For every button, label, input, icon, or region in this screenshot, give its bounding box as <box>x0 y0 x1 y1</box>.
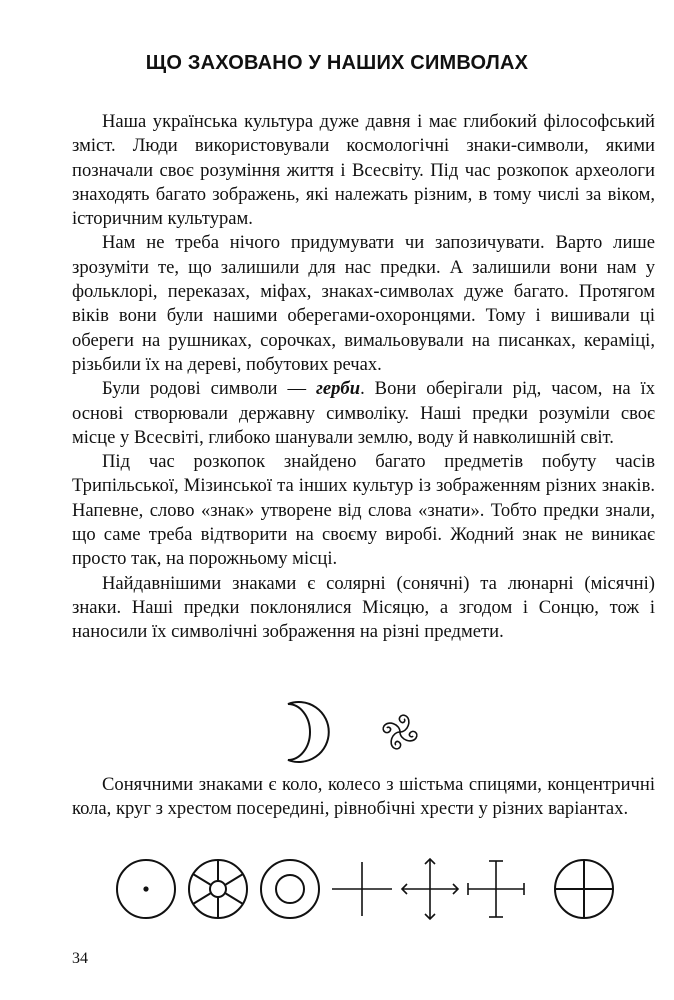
crescent-moon-icon <box>288 702 329 762</box>
paragraph-3 <box>72 377 655 450</box>
six-spoke-wheel-icon <box>189 860 247 918</box>
paragraph-1: Наша українська культура дуже давня і має глибокий філософський зміст. Люди використовували космологічні знаки-символи, якими позначали своє розуміння життя і Всесвіту. Під час розкопок археологи знаходять багато зображень, які належать різним, в тому числі за віком, історичним культурам. <box>72 111 655 230</box>
article-body <box>72 110 655 645</box>
arrow-cross-icon <box>402 859 458 919</box>
spiral-cluster-icon <box>383 715 417 749</box>
paragraph-3-start: Були родові символи — <box>102 378 317 400</box>
page-number: 34 <box>72 950 88 967</box>
solar-symbols <box>112 856 642 922</box>
lunar-solar-symbols <box>260 698 460 766</box>
paragraph-5: Найдавнішими знаками є солярні (сонячні) та люнарні (місячні) знаки. Наші предки поклонялися Місяцю, а згодом і Сонцю, тож і наносили їх символічні зображення на різні предмети. <box>72 572 655 643</box>
circle-cross-icon <box>555 860 613 918</box>
page-title: ЩО ЗАХОВАНО У НАШИХ СИМВОЛАХ <box>145 52 529 74</box>
emphasis-coats-of-arms: герби <box>316 378 361 400</box>
symbols-row-2 <box>112 856 642 922</box>
paragraph-2: Нам не треба нічого придумувати чи запозичувати. Варто лише зрозуміти те, що залишили для нас предки. А залишили вони нам у фольклорі, переказах, міфах, знаках-символах дуже багато. Протягом віків вони були нашими оберегами-охоронцями. Тому і вишивали ці обереги на рушниках, сорочках, вимальовували на писанках, кераміці, різьбили їх на дереві, побутових речах. <box>72 232 655 375</box>
symbols-row-1 <box>260 698 460 766</box>
barred-cross-icon <box>468 861 524 917</box>
paragraph-4: Під час розкопок знайдено багато предметів побуту часів Трипільської, Мізинської та інших культур із зображенням різних знаків. Напевне, слово «знак» утворене від слова «знати». Тобто предки знали, що саме треба відтворити на своєму виробі. Жодний знак не виникає просто так, на порожньому місці. <box>72 451 655 570</box>
concentric-circles-icon <box>261 860 319 918</box>
circle-dot-icon <box>117 860 175 918</box>
solar-signs-section <box>72 773 655 822</box>
solar-paragraph: Сонячними знаками є коло, колесо з шістьма спицями, концентричні кола, круг з хрестом посередині, рівнобічні хрести у різних варіантах. <box>72 774 655 820</box>
paragraph-3-rest: . Вони оберігали рід, часом, на їх основі створювали державну символіку. Наші предки розуміли своє місце у Всесвіті, глибоко шанували землю, воду й навколишній світ. <box>72 378 655 448</box>
plain-cross-icon <box>332 862 392 916</box>
